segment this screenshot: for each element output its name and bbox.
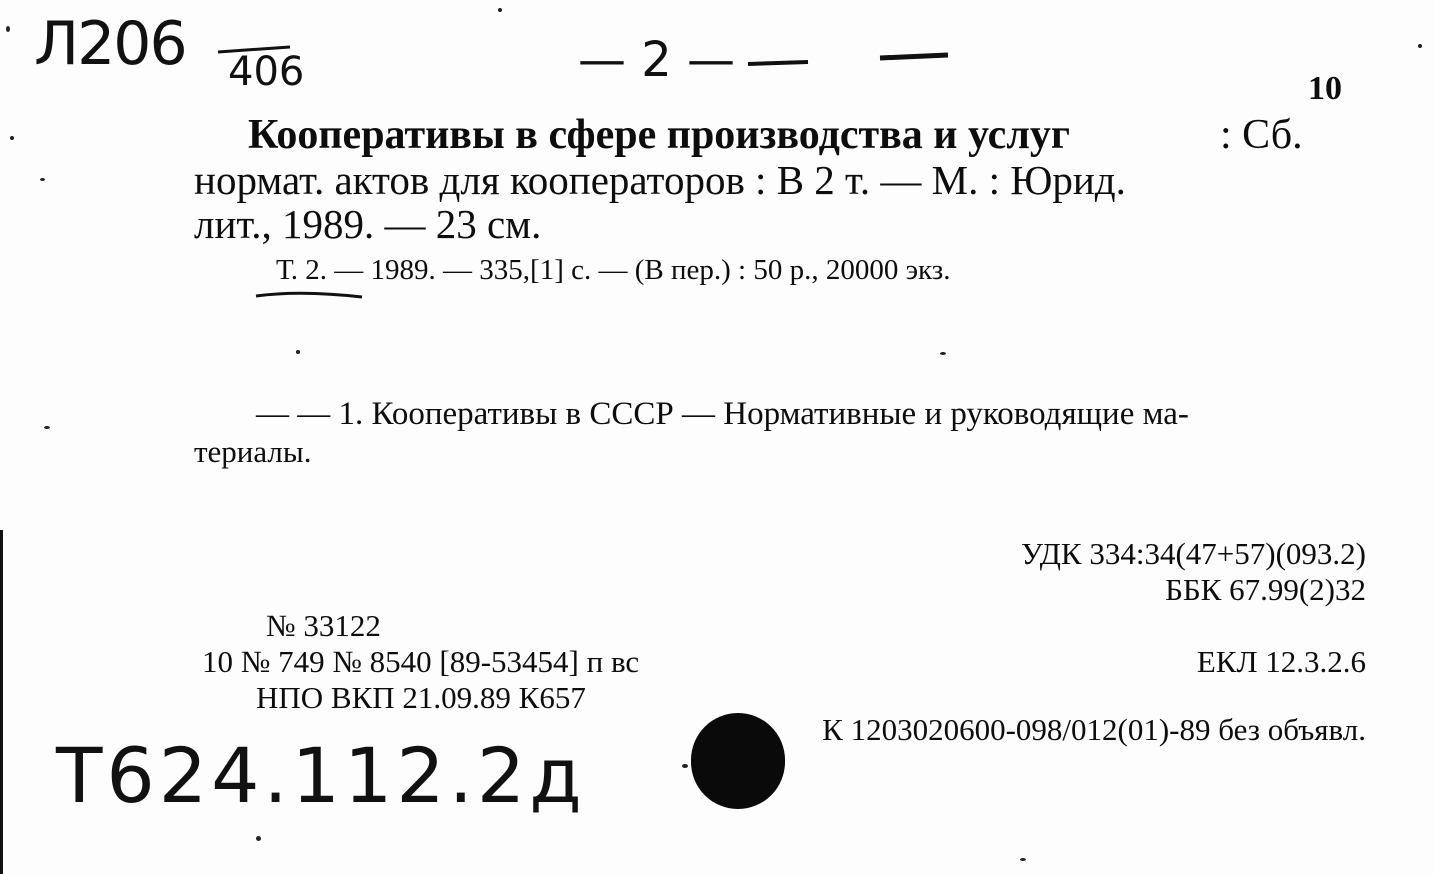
speck: [256, 836, 261, 841]
speck: [6, 26, 10, 32]
handwritten-page-number: — 2 —: [578, 32, 736, 88]
speck: [940, 352, 946, 355]
speck: [1418, 44, 1422, 48]
speck: [682, 764, 688, 768]
speck: [44, 426, 50, 429]
speck: [40, 178, 45, 181]
record-number: № 33122: [266, 608, 381, 643]
entry-title-rest: : Сб.: [1220, 112, 1303, 158]
handwritten-call-number: Т624.112.2д: [56, 731, 586, 820]
handwritten-shelf-denominator: 406: [228, 49, 305, 95]
speck: [1020, 858, 1026, 861]
volume-line: Т. 2. — 1989. — 335,[1] с. — (В пер.) : 50 р., 20000 экз.: [276, 254, 951, 286]
entry-title: Кооперативы в сфере производства и услуг: [248, 112, 1070, 158]
handwritten-shelf-mark: Л206: [34, 9, 186, 79]
punch-hole-cover: [691, 715, 785, 809]
footer-code: К 1203020600-098/012(01)-89 без объявл.: [822, 712, 1366, 747]
subject-line-1: — — 1. Кооперативы в СССР — Нормативные и руководящие ма-: [256, 396, 1189, 432]
entry-line-2: нормат. актов для кооператоров : В 2 т. — М. : Юрид.: [194, 157, 1126, 203]
speck: [10, 136, 14, 140]
speck: [296, 350, 300, 354]
entry-line-3: лит., 1989. — 23 см.: [194, 201, 542, 247]
record-line-3: НПО ВКП 21.09.89 К657: [256, 680, 586, 715]
bbk-code: ББК 67.99(2)32: [1165, 572, 1366, 607]
subject-line-2: териалы.: [194, 434, 312, 469]
ekl-code: ЕКЛ 12.3.2.6: [1196, 644, 1366, 679]
udk-code: УДК 334:34(47+57)(093.2): [1020, 536, 1366, 571]
card-number: 10: [1308, 70, 1342, 107]
record-line-2: 10 № 749 № 8540 [89-53454] п вс: [202, 644, 640, 679]
speck: [498, 8, 502, 12]
